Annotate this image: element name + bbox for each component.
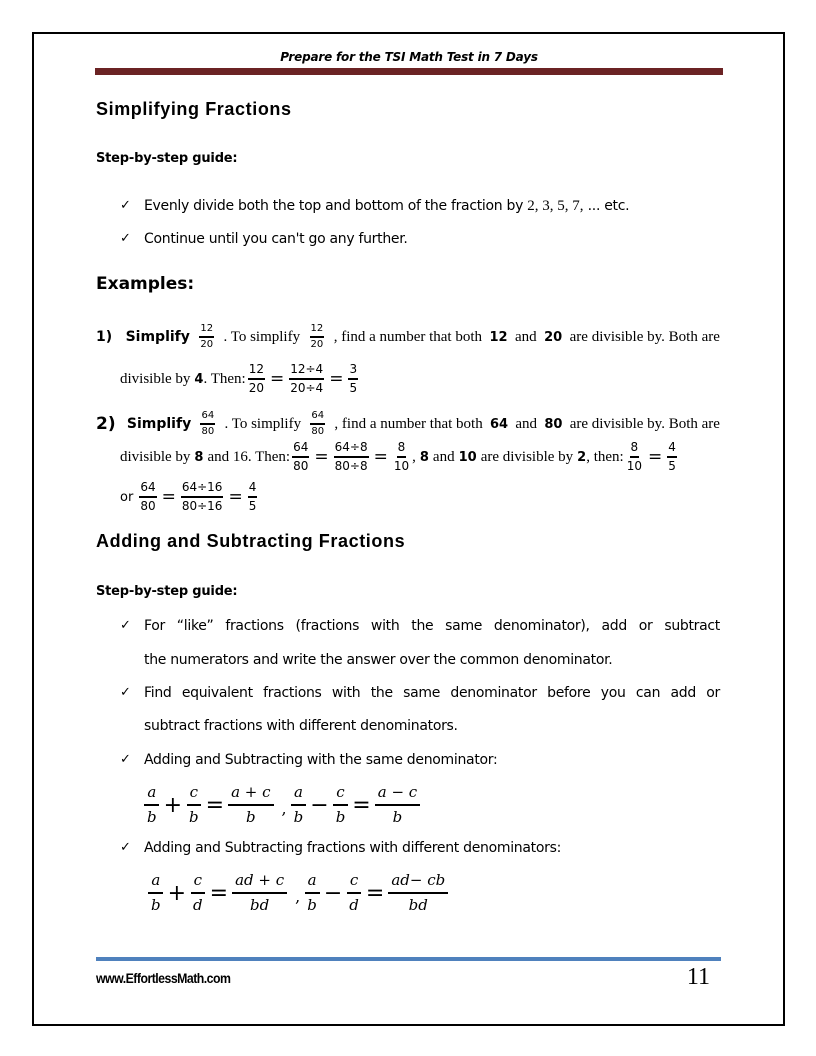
header-divider bbox=[95, 68, 723, 75]
example-1-line-1: 1) Simplify $\frac{12}{20}$ . To simplify $\frac{12}{20}$ , find a number that both 12 and 20 are divisible by. Both are bbox=[96, 323, 720, 350]
check-icon: ✓ bbox=[120, 840, 131, 855]
examples-title: Examples: bbox=[96, 274, 195, 294]
check-icon: ✓ bbox=[120, 618, 131, 633]
fraction: $\frac{12}{20}$ bbox=[310, 323, 324, 350]
footer-website-link[interactable]: www.EffortlessMath.com bbox=[96, 970, 231, 986]
fraction: $\frac{64}{80}$ bbox=[201, 410, 215, 437]
fraction: $\frac{3}{5}$ bbox=[349, 362, 358, 395]
formula-different-denominators: $\frac{a}{b}$ + $\frac{c}{d}$ = $\frac{ad + c}{bd}$ , $\frac{a}{b}$ − $\frac{c}{d}$ = $\frac{ad- cb}{bd}$ bbox=[146, 871, 450, 915]
page-number: 11 bbox=[686, 964, 710, 990]
example-2-line-2: divisible by 8 and 16. Then: $\frac{64}{80}$ = $\frac{64\div 8}{80\div 8}$ = $\frac{8}{10}$ , 8 and 10 are divisible by 2 , then: $\frac{8}{10}$ = $\frac{4}{5}$ bbox=[120, 440, 676, 473]
step-guide-label: Step-by-step guide: bbox=[96, 584, 238, 599]
footer-divider bbox=[96, 957, 721, 961]
section-title-simplifying: Simplifying Fractions bbox=[96, 99, 292, 119]
step-guide-label: Step-by-step guide: bbox=[96, 151, 238, 166]
fraction: $\frac{12}{20}$ bbox=[200, 323, 214, 350]
fraction: $\frac{8}{10}$ bbox=[393, 440, 410, 473]
fraction: $\frac{12}{20}$ bbox=[248, 362, 264, 395]
running-header: Prepare for the TSI Math Test in 7 Days bbox=[280, 50, 538, 64]
check-icon: ✓ bbox=[120, 231, 131, 246]
divisors-math: 2, 3, 5, 7, bbox=[527, 198, 584, 214]
example-2-line-3: or $\frac{64}{80}$ = $\frac{64\div 16}{80\div 16}$ = $\frac{4}{5}$ bbox=[120, 480, 257, 513]
fraction: $\frac{8}{10}$ bbox=[626, 440, 642, 473]
example-marker: 1) bbox=[96, 329, 113, 345]
fraction: $\frac{4}{5}$ bbox=[248, 480, 257, 513]
fraction: $\frac{64}{80}$ bbox=[140, 480, 156, 513]
formula-same-denominator: $\frac{a}{b}$ + $\frac{c}{b}$ = $\frac{a + c}{b}$ , $\frac{a}{b}$ − $\frac{c}{b}$ = $\frac{a - c}{b}$ bbox=[142, 783, 422, 827]
fraction: $\frac{4}{5}$ bbox=[668, 440, 676, 473]
section-title-adding-subtracting: Adding and Subtracting Fractions bbox=[96, 531, 406, 551]
example-1-line-2: divisible by 4 . Then: $\frac{12}{20}$ = $\frac{12\div 4}{20\div 4}$ = $\frac{3}{5}$ bbox=[120, 362, 358, 395]
check-icon: ✓ bbox=[120, 752, 131, 767]
fraction: $\frac{64}{80}$ bbox=[293, 440, 309, 473]
example-marker: 2) bbox=[96, 414, 116, 434]
check-icon: ✓ bbox=[120, 198, 131, 213]
fraction: $\frac{64}{80}$ bbox=[311, 410, 325, 437]
fraction: $\frac{64\div 8}{80\div 8}$ bbox=[334, 440, 368, 473]
fraction: $\frac{12\div 4}{20\div 4}$ bbox=[290, 362, 324, 395]
example-2-line-1: 2) Simplify $\frac{64}{80}$ . To simplify $\frac{64}{80}$ , find a number that both 64 and 80 are divisible by. Both are bbox=[96, 410, 720, 437]
check-icon: ✓ bbox=[120, 685, 131, 700]
fraction: $\frac{64\div 16}{80\div 16}$ bbox=[181, 480, 223, 513]
